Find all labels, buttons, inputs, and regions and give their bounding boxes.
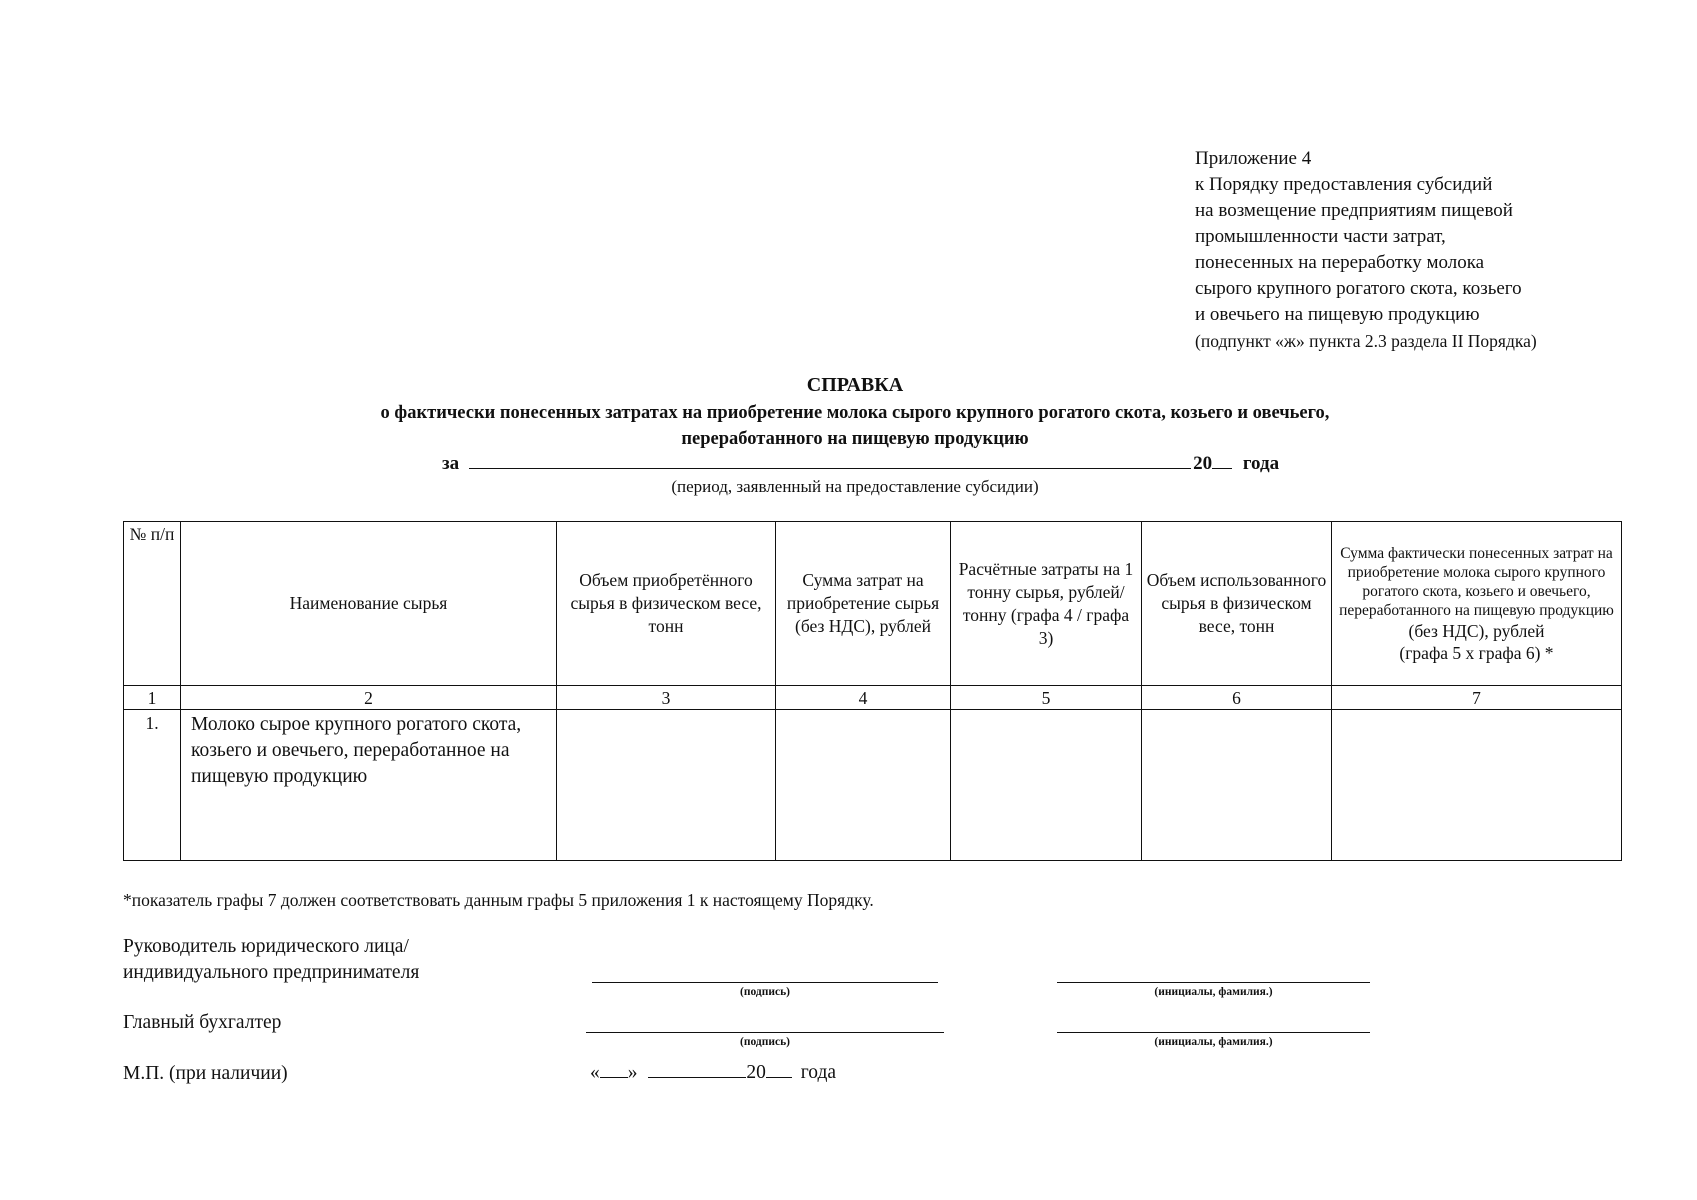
col-header-volume-purchased: Объем приобретённого сырья в физическом весе, тонн — [557, 522, 776, 686]
table-header-row — [124, 522, 1622, 686]
expenses-table — [123, 521, 1622, 861]
row-cost-per-ton-cell[interactable] — [951, 710, 1142, 861]
column-number: 4 — [776, 686, 951, 710]
head-label — [123, 934, 419, 986]
row-purchase-cost-cell[interactable] — [776, 710, 951, 861]
period-note: (период, заявленный на предоставление субсидии) — [671, 477, 1039, 496]
col-header-actual-cost-text: Сумма фактически понесенных затрат на приобретение молока сырого крупного рогатого скота, козьего и овечьего, переработанного на пищевую продукцию — [1339, 544, 1614, 619]
date-day-input[interactable] — [600, 1061, 628, 1078]
date-year-input[interactable] — [766, 1061, 792, 1078]
period-year-suffix: года — [1242, 453, 1280, 474]
row-number: 1. — [124, 710, 181, 861]
column-number: 5 — [951, 686, 1142, 710]
accountant-label: Главный бухгалтер — [123, 1012, 282, 1033]
accountant-name-line[interactable] — [1057, 1032, 1370, 1033]
appendix-line: сырого крупного рогатого скота, козьего — [1195, 278, 1522, 299]
footnote: *показатель графы 7 должен соответствовать данным графы 5 приложения 1 к настоящему Порядку. — [123, 890, 874, 910]
period-year-input[interactable] — [1212, 450, 1232, 469]
period-prefix: за — [442, 453, 460, 474]
column-number: 2 — [181, 686, 557, 710]
head-signature-caption: (подпись) — [740, 986, 790, 998]
col-header-volume-used: Объем использованного сырья в физическом весе, тонн — [1142, 522, 1332, 686]
accountant-signature-caption: (подпись) — [740, 1036, 790, 1048]
row-volume-purchased-cell[interactable] — [557, 710, 776, 861]
col-header-name: Наименование сырья — [181, 522, 557, 686]
period-input-line[interactable] — [469, 450, 1191, 469]
date-month-input[interactable] — [648, 1061, 746, 1078]
appendix-line: понесенных на переработку молока — [1195, 252, 1485, 273]
head-name-line[interactable] — [1057, 982, 1370, 983]
head-label-line-1: Руководитель юридического лица/ — [123, 936, 409, 957]
stamp-label: М.П. (при наличии) — [123, 1063, 288, 1084]
accountant-name-caption: (инициалы, фамилия.) — [1154, 1036, 1273, 1048]
col-header-number: № п/п — [124, 522, 181, 686]
column-number: 6 — [1142, 686, 1332, 710]
period-year-prefix: 20 — [1193, 453, 1213, 474]
date-open-quote: « — [590, 1062, 600, 1083]
date-year-suffix: года — [800, 1062, 837, 1083]
appendix-line: Приложение 4 — [1195, 148, 1312, 169]
document-subtitle — [0, 400, 1697, 452]
document-title: СПРАВКА — [806, 374, 904, 396]
col-header-actual-cost — [1332, 522, 1622, 686]
col-header-purchase-cost: Сумма затрат на приобретение сырья (без НДС), рублей — [776, 522, 951, 686]
column-number: 3 — [557, 686, 776, 710]
period-row — [442, 450, 1279, 475]
col-header-actual-cost-vat: (без НДС), рублей — [1408, 620, 1545, 641]
head-name-caption: (инициалы, фамилия.) — [1154, 986, 1273, 998]
date-close-quote: » — [627, 1062, 638, 1083]
appendix-line: и овечьего на пищевую продукцию — [1195, 304, 1480, 325]
appendix-line: промышленности части затрат, — [1195, 226, 1446, 247]
column-number: 7 — [1332, 686, 1622, 710]
column-numbers-row — [124, 686, 1622, 710]
subtitle-line-1: о фактически понесенных затратах на приобретение молока сырого крупного рогатого скота, козьего и овечьего, — [380, 403, 1330, 423]
col-header-cost-per-ton: Расчётные затраты на 1 тонну сырья, рублей/тонну (графа 4 / графа 3) — [951, 522, 1142, 686]
appendix-reference: (подпункт «ж» пункта 2.3 раздела II Порядка) — [1195, 331, 1537, 351]
date-row — [590, 1061, 836, 1084]
appendix-line: к Порядку предоставления субсидий — [1195, 174, 1493, 195]
subtitle-line-2: переработанного на пищевую продукцию — [681, 429, 1029, 449]
row-volume-used-cell[interactable] — [1142, 710, 1332, 861]
date-year-prefix: 20 — [746, 1062, 766, 1083]
head-signature-line[interactable] — [592, 982, 938, 983]
appendix-block — [1195, 146, 1537, 354]
appendix-line: на возмещение предприятиям пищевой — [1195, 200, 1513, 221]
row-actual-cost-cell[interactable] — [1332, 710, 1622, 861]
col-header-actual-cost-formula: (графа 5 х графа 6) * — [1399, 642, 1554, 663]
table-row — [124, 710, 1622, 861]
accountant-signature-line[interactable] — [586, 1032, 944, 1033]
head-label-line-2: индивидуального предпринимателя — [123, 962, 420, 983]
column-number: 1 — [124, 686, 181, 710]
row-material-name: Молоко сырое крупного рогатого скота, козьего и овечьего, переработанное на пищевую продукцию — [181, 710, 557, 861]
